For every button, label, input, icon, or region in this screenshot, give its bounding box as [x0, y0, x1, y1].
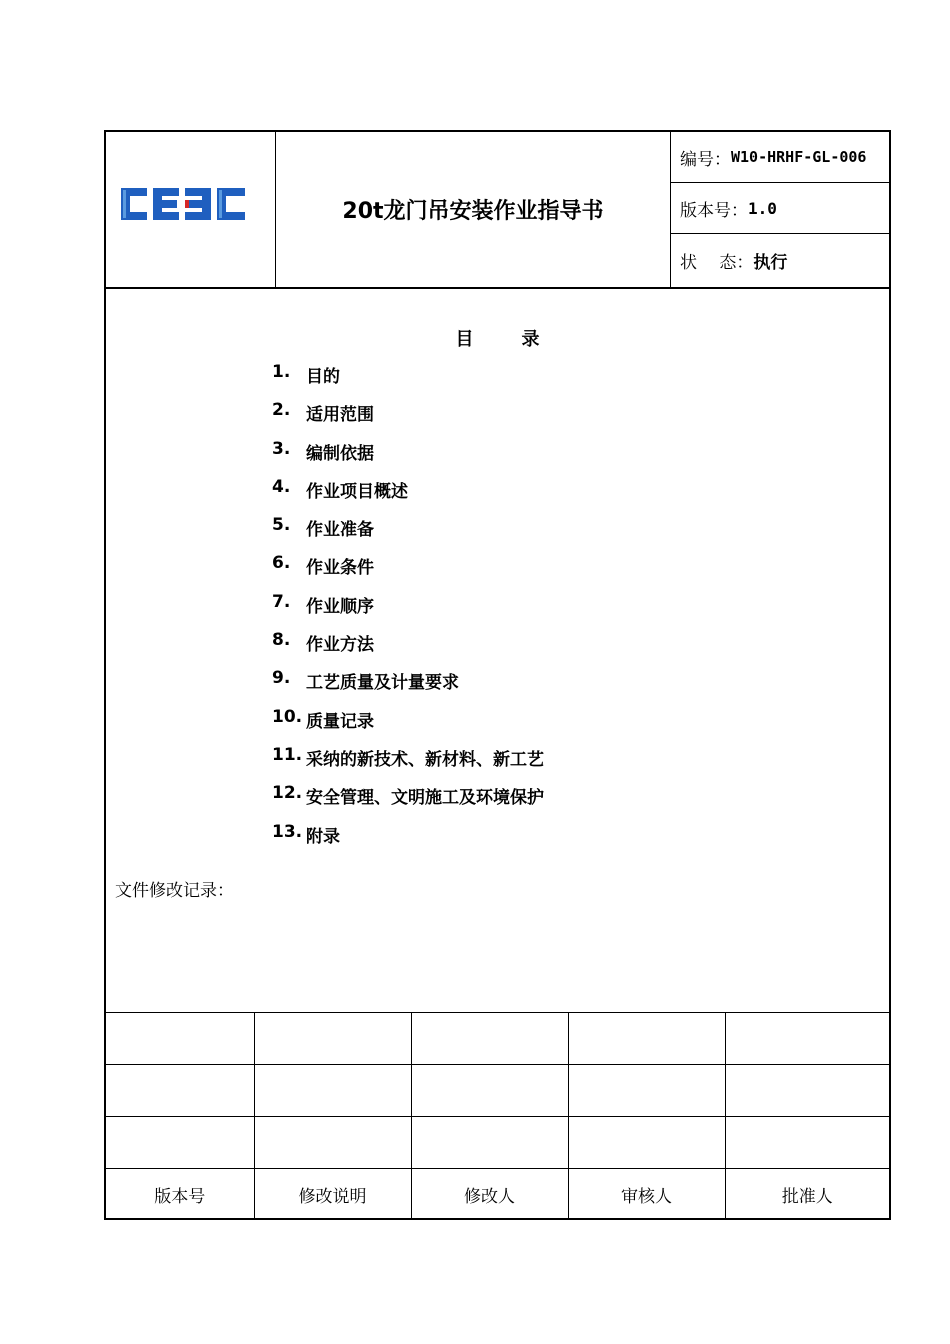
- table-cell[interactable]: [568, 1117, 725, 1169]
- document-title: 20t龙门吊安装作业指导书: [276, 132, 671, 287]
- table-cell[interactable]: [411, 1065, 568, 1117]
- toc-item-text: 质量记录: [306, 711, 374, 732]
- status-label: 状 态：: [680, 253, 754, 273]
- table-cell[interactable]: [106, 1013, 254, 1065]
- version-label: 版本号：: [680, 200, 748, 221]
- column-header-approver: 批准人: [725, 1169, 889, 1221]
- document-code-label: 编号：: [680, 149, 731, 170]
- column-header-description: 修改说明: [254, 1169, 411, 1221]
- toc-item-number: 3.: [272, 438, 291, 459]
- table-cell[interactable]: [568, 1013, 725, 1065]
- toc-item-text: 工艺质量及计量要求: [306, 673, 459, 694]
- table-cell[interactable]: [106, 1065, 254, 1117]
- toc-item-text: 作业方法: [306, 635, 374, 656]
- column-header-modifier: 修改人: [411, 1169, 568, 1221]
- table-cell[interactable]: [254, 1117, 411, 1169]
- document-header: [106, 132, 889, 289]
- toc-item-text: 安全管理、文明施工及环境保护: [306, 788, 544, 809]
- toc-item-text: 作业条件: [306, 558, 374, 579]
- toc-item-number: 6.: [272, 553, 291, 574]
- document-frame: [104, 130, 891, 1220]
- toc-item-text: 作业项目概述: [306, 481, 408, 502]
- document-meta: [671, 132, 889, 287]
- toc-item-number: 1.: [272, 362, 291, 382]
- table-cell[interactable]: [568, 1065, 725, 1117]
- toc-item: [272, 745, 544, 783]
- toc-item: [272, 592, 544, 630]
- toc-item: [272, 515, 544, 553]
- document-code-value: W10-HRHF-GL-006: [731, 148, 867, 166]
- table-cell[interactable]: [411, 1013, 568, 1065]
- toc-item-text: 作业准备: [306, 520, 374, 541]
- toc-item-number: 4.: [272, 476, 291, 497]
- column-header-reviewer: 审核人: [568, 1169, 725, 1221]
- version-row: [671, 183, 889, 234]
- table-cell[interactable]: [725, 1013, 889, 1065]
- table-cell[interactable]: [254, 1065, 411, 1117]
- toc-item-text: 目的: [306, 367, 340, 387]
- toc-item: [272, 362, 544, 400]
- toc-item: [272, 668, 544, 706]
- toc-item: [272, 630, 544, 668]
- status-value: 执行: [753, 253, 788, 273]
- table-row: [106, 1065, 889, 1117]
- toc-item-text: 作业顺序: [306, 596, 374, 617]
- table-cell[interactable]: [411, 1117, 568, 1169]
- table-header-row: [106, 1169, 889, 1221]
- toc-item-number: 11.: [272, 744, 303, 765]
- toc-item-number: 10.: [272, 706, 303, 727]
- toc-heading: 目录: [455, 329, 588, 350]
- table-row: [106, 1117, 889, 1169]
- table-cell[interactable]: [725, 1065, 889, 1117]
- toc-item: [272, 822, 544, 860]
- toc-item-text: 采纳的新技术、新材料、新工艺: [306, 749, 544, 770]
- ceec-logo: [119, 184, 249, 224]
- logo-cell: [106, 132, 276, 287]
- toc-item: [272, 439, 544, 477]
- revision-table: [106, 1012, 889, 1220]
- toc-item-number: 13.: [272, 821, 303, 842]
- document-code-row: [671, 132, 889, 183]
- toc-item-text: 附录: [306, 826, 340, 847]
- toc-item-number: 7.: [272, 591, 291, 612]
- toc-item: [272, 707, 544, 745]
- toc-item: [272, 553, 544, 591]
- toc-item-text: 适用范围: [306, 405, 374, 426]
- toc-item: [272, 783, 544, 821]
- status-row: [671, 234, 889, 287]
- table-row: [106, 1013, 889, 1065]
- column-header-version: 版本号: [106, 1169, 254, 1221]
- table-cell[interactable]: [106, 1117, 254, 1169]
- toc-item-number: 12.: [272, 783, 303, 804]
- table-cell[interactable]: [254, 1013, 411, 1065]
- toc-item-text: 编制依据: [306, 443, 374, 464]
- toc-item-number: 9.: [272, 668, 291, 689]
- revision-record-label: 文件修改记录：: [115, 881, 234, 901]
- toc-list: [272, 362, 544, 860]
- toc-item-number: 8.: [272, 630, 291, 651]
- toc-item-number: 2.: [272, 400, 291, 421]
- toc-item: [272, 477, 544, 515]
- table-cell[interactable]: [725, 1117, 889, 1169]
- toc-item: [272, 400, 544, 438]
- version-value: 1.0: [748, 198, 777, 218]
- toc-item-number: 5.: [272, 515, 291, 536]
